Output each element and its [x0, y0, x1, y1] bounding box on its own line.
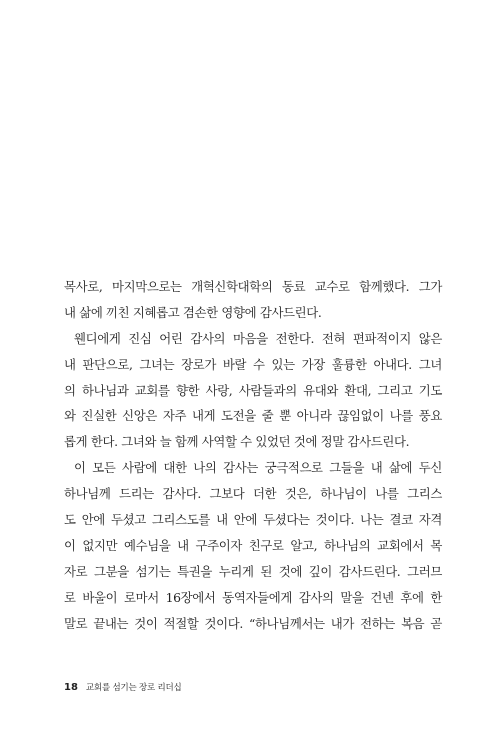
page-number: 18 — [64, 682, 78, 693]
text-line: 자로 그분을 섬기는 특권을 누리게 된 것에 깊이 감사드린다. 그러므 — [64, 563, 442, 579]
text-line: 말로 끝내는 것이 적절할 것이다. “하나님께서는 내가 전하는 복음 곧 — [64, 615, 442, 631]
text-line: 로 바울이 로마서 16장에서 동역자들에게 감사의 말을 건넨 후에 한 — [64, 589, 442, 605]
text-line: 웬디에게 진심 어린 감사의 마음을 전한다. 전혀 편파적이지 않은 — [74, 330, 442, 346]
page-footer — [64, 681, 182, 697]
text-line: 목사로, 마지막으로는 개혁신학대학의 동료 교수로 함께했다. 그가 — [64, 279, 442, 294]
text-line: 내 판단으로, 그녀는 장로가 바랄 수 있는 가장 훌륭한 아내다. 그녀 — [64, 356, 442, 372]
text-line: 롭게 한다. 그녀와 늘 함께 사역할 수 있었던 것에 정말 감사드린다. — [64, 434, 410, 450]
text-line: 도 안에 두셨고 그리스도를 내 안에 두셨다는 것이다. 나는 결코 자격 — [64, 512, 442, 528]
body-text — [64, 274, 442, 636]
text-line: 이 모든 사람에 대한 나의 감사는 궁극적으로 그들을 내 삶에 두신 — [74, 460, 442, 476]
text-line: 이 없지만 예수님을 내 구주이자 친구로 알고, 하나님의 교회에서 목 — [64, 537, 442, 553]
text-line: 의 하나님과 교회를 향한 사랑, 사람들과의 유대와 환대, 그리고 기도 — [64, 382, 442, 398]
running-title: 교회를 섬기는 장로 리더십 — [85, 683, 182, 693]
text-line: 와 진실한 신앙은 자주 내게 도전을 줄 뿐 아니라 끊임없이 나를 풍요 — [64, 408, 442, 424]
text-line: 하나님께 드리는 감사다. 그보다 더한 것은, 하나님이 나를 그리스 — [64, 486, 442, 502]
text-line: 내 삶에 끼친 지혜롭고 겸손한 영향에 감사드린다. — [64, 304, 322, 320]
